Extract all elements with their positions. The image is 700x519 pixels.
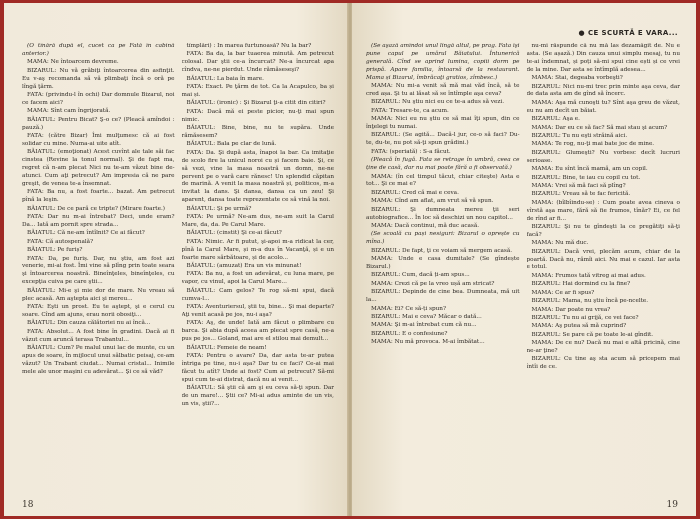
paragraph: BIZARUL: Nu vă grăbiţi întoarcerea din asfinţit. Eu v-aş recomanda să vă plimbaţi încă o oră pe lîngă ţărm. [22,67,175,90]
paragraph: MAMA: De ce nu? Dacă nu mai e altă pricină, cine ne-ar ţine? [526,340,680,355]
paragraph: MAMA: Stai, degeaba vorbeşti? [531,75,623,82]
right-page-column-2 [527,43,681,501]
paragraph: FATA: Eşti un prost. Eu te aştept, şi e cerul cu soare. Cînd am ajuns, erau norii obosiţi... [22,304,175,318]
paragraph: BIZARUL: Şi nu te gîndeşti la ce pregătiţi să-ţi facă? [526,223,680,238]
left-page-column-1 [22,43,175,501]
paragraph: BIZARUL: Cred că mai e ceva. [371,189,459,196]
paragraph: MAMA: Nu mă provoca. M-ai îmbătat... [371,339,485,346]
paragraph: MAMA: Unde e casa dumitale? (Se gîndește Bizarul.) [366,256,520,270]
paragraph: BĂIATUL: Să ştii că am şi eu ceva să-ţi spun. Dar de un mare!... Ştii ce? Mi-ai adus aminte de un vis, un vis, ştii?... [181,385,334,407]
paragraph: BIZARUL: Vreau să te fac fericită. [531,191,631,198]
paragraph: BIZARUL: Depinde de cine bea. Dumneata, mă uit la... [366,289,520,304]
paragraph: FATA: Că autospenală? [27,238,94,245]
paragraph: MAMA: Nu mi-a venit să mă mai văd încă, să te cred așa. Şi tu ai lăsat să se întîmple aşa ceva? [366,83,520,97]
paragraph: FATA: Dar nu m-ai întrebat? Deci, unde eram? Da... Iată am pornit spre strada... [22,214,175,228]
paragraph: FATA: Aventuriersul, ştii tu, bine... Şi mai departe? Aţi venit acasă pe jos, nu-i aşa? [181,304,334,318]
paragraph: FATA: Nimic. Ar fi putut, şi-apoi m-a ridicat la cer, pînă la Carul Mare, și m-a dus în Vacanţă, și e un foarte mare sărbătoare, și de acolo... [181,238,334,261]
paragraph: BIZARUL: Dacă vrei, plecăm acum, chiar de la poartă. Dacă nu, rămîi aici. Nu mai e cazul. Iar asta e totul. [526,248,680,271]
paragraph: MAMA: Aşa mă cunoşti tu? Sînt aşa greu de văzut, eu nu am decît un băiat. [526,99,680,114]
open-book [4,3,696,516]
paragraph: MAMA: Ei? Ce să-ți spun? [371,305,447,312]
paragraph: FATA: Ba nu, a fost un adevărat, cu luna mare, pe vapor, cu vinul, apoi la Carul Mare... [181,271,334,286]
paragraph: FATA: Absolut... A fost bine în gradini. Dacă ai fi văzut cum aruncă terasa Trabantul... [22,328,175,343]
paragraph: BIZARUL: E o confesiune? [371,330,448,337]
paragraph: BĂIATUL: Mi-e şi mie dor de mare. Nu vreau să plec acasă. Am aştepta aici şi mereu... [22,287,175,302]
paragraph: BĂIATUL: (amuzat) Era un vis minunat! [186,262,302,269]
paragraph: FATA: Aş, de unde! Iată am făcut o plimbare cu barca. Şi abia după aceea am plecat spre casă, ne-a pus pe jos... Goland, mai are el stilou mai demult... [181,320,334,343]
paragraph: BIZARUL: (Se agită... Dacă-l jur, ce-o să faci? Du-te, du-te, nu pot să-ţi spun grădini.) [366,132,520,147]
paragraph: MAMA: Nici eu nu ştiu ce să mai îţi spun, din ce înţelegi tu numai. [366,116,520,131]
paragraph: BIZARUL: Mai e ceva? Măcar o dată... [371,313,482,320]
paragraph: MAMA: Dacă continui, mă duc acasă. [371,222,480,229]
paragraph: MAMA: Dar eu ce să fac? Să mai stau şi acum? [531,124,668,131]
paragraph: BĂIATUL: Bine, bine, nu te supăra. Unde rămăsesem? [181,125,334,139]
paragraph: BIZARUL: Mama, nu ştiu încă pe-ncelte. [531,298,649,305]
paragraph: BĂIATUL: Bala pe clar de lună. [186,141,277,148]
paragraph: MAMA: Te rog, nu-ţi mai bate joc de mine. [531,141,655,148]
paragraph: BIZARUL: Tu nu ai grijă, ce vei face? [531,314,639,321]
paragraph: BĂIATUL: Pentru Bicat? Ş-o ce? (Pleacă amîndoi : pauză.) [22,116,175,131]
right-page-column-1 [366,43,520,501]
paragraph: FATA: Tresare-te, ca acum. [371,107,449,114]
page-number-left: 18 [22,500,34,510]
paragraph: BĂIATUL: (ironic) : Şi Bizarul ţi-a citit din citiri? [186,100,326,107]
paragraph: BĂIATUL: Şi pe urmă? [186,205,252,212]
paragraph: FATA: (către Bizar) Îmi mulţumesc că ai fost solidar cu mine. Numa-ai uite atît. [22,132,175,147]
paragraph: BIZARUL: Nu ştiu nici eu ce te-a adus să vezi. [371,99,505,106]
paragraph: MAMA: Sînt cam îngrijorată. [27,108,111,115]
paragraph: BIZARUL: Cum, dacă ți-am spus... [371,272,470,279]
paragraph: FATA: Pe urmă? Ne-am dus, ne-am suit la Carul Mare, da, da. Pe Carul Mare. [181,214,334,228]
paragraph: MAMA: Dar poate nu vrea? [531,306,611,313]
paragraph: BĂIATUL: Pe furiș? [27,247,83,254]
paragraph: MAMA: Crezi că pe la vreo ușă am stricat? [371,280,495,287]
paragraph: MAMA: Eu sînt încă mamă, am un copil. [531,166,648,173]
paragraph: BĂIATUL: Cum? Pe malul unui lac de munte, cu un apus de soare, în mijlocul unui sălbatic peisaj, ce-am văzut? Un Trabant ciudat... Numai cristal... Inimile mele ale unor maşini cu adevărat... Şi ce să văd? [22,345,175,375]
paragraph: BIZARUL: De fapt, ţi ce voiam să mergem acasă. [371,247,513,254]
paragraph: BĂIATUL: (cinstit) Şi ce-ai făcut? [186,230,282,237]
left-page [4,3,348,516]
left-page-columns [22,43,334,501]
paragraph: FATA: Pentru o avare? Da, dar asta te-ar putea întriga pe tine, nu-i aşa? Dar tu ce faci? Ce-ai mai făcut tu atît? Unde ai fost? Cum ai petrecut? Să-mi spui cum te-ai distrat, dacă nu ai venit... [181,352,334,383]
paragraph: (Se aşază amîndoi unul lîngă altul, pe prag. Fata îşi pune capul pe umărul Băiatului. Întunerică generală. Cînd se aprind lumina, copiii dorm pe prispă. Apare familia, întoarsă de la restaurant. Mama și Bizarul, îmbrăcaţi gratios, zîmbesc.) [366,43,520,81]
running-title: CE SCURTĂ E VARA... [587,29,678,37]
paragraph: (O tînără după el, cucet ca pe Fată în cabină anterior.) [22,43,175,57]
paragraph: BIZARUL: Glumeşti? Nu vorbesc decît lucruri serioase. [526,149,680,164]
paragraph: FATA: (privindu-l în ochi) Dar domnule Bizarul, noi ce facem aici? [22,91,175,106]
paragraph: MAMA: Aş putea să mă cuprind? [531,323,627,330]
running-header [578,29,678,37]
paragraph: FATA: Da, pe furiș. Dar, nu ştiu, am fost azi venerie, mi-ai fost. Îmi vine să plîng prin toate seara şi întoarcerea noastră. Bineînţeles, bineînţeles, cu excepţia cuiva pe care ştii... [22,255,175,286]
right-page [352,3,696,516]
paragraph: tîmplări) : În marea furtunoasă? Nu la bar? [186,43,312,49]
paragraph: MAMA: Ne întoarcem devreme. [27,59,119,66]
paragraph: FATA: Dacă mă ei peste picior, nu-ţi mai spun nimic. [181,108,334,123]
paragraph: MAMA: Nu mă duc. [531,240,589,247]
page-number-right: 19 [666,500,678,510]
paragraph: (Se scoală cu pași nesiguri: Bizarul o oprește cu mîna.) [366,231,520,246]
paragraph: MAMA: Cînd am aflat, am vrut să vă spun. [371,198,494,205]
paragraph: BĂIATUL: Că ne-am întîlnit? Ce ai făcut? [27,230,145,237]
paragraph: MAMA: Frumos tată vitreg ai mai adus. [531,272,646,279]
paragraph: FATA: Ba nu, a fost foarte... bazat. Am petrecut pînă la leşin. [22,189,175,204]
paragraph: BĂIATUL: Cam gelos? Te rog să-mi spui, dacă cumva-l... [181,287,334,302]
paragraph: BĂIATUL: De ce pară ce tripte? (Mirare foarte.) [27,205,165,212]
paragraph: FATA: Ba da, la bar tuaerea minută. Am petrecut colosal. Dar ştii ce-a încurcat? Ne-a încurcat apa cîndva, ne-ne pierdut. Unde rămăseseşi? [181,51,334,74]
paragraph: FATA: Exact. Pe ţărm de tot. Ca la Acapulco, ba și mai și. [181,84,334,98]
paragraph: BĂIATUL: (emoţionat) Acest cuvînt ale tale săi fac cinstea (Revine la tonul normal). Şi de fapt ma, regret că n-am plecat Nici nu te-am văzut bine de-atunci. Cum aţi petrecut? Am impresia că ne pare greşit, de venea te-a însemnat. [22,149,175,187]
paragraph: nu-mi răspunde că nu mă las dezamăgit de. Nu e asta. (Se așază.) Din cauza unui simplu mesaj, tu nu te-ai îndemnat, și poți să-mi spui cine ești și ce vrei de la mine. Dar asta se întîmplă adesea... [526,43,680,73]
paragraph: MAMA: Vrei să mă faci să plîng? [531,182,626,189]
paragraph: BIZARUL: Şi dumneata mereu ţii seri autobiografice... În loc să deschizi un nou capitol... [366,206,520,221]
paragraph: (Pleacă în fugă. Fata se retrage în umbră, ceea ce ține de casă, dar nu mai poate fără a fi observată.) [366,157,520,172]
paragraph: FATA: (speriată) : S-a făcut. [371,148,451,155]
paragraph: MAMA: Ce ar fi spus? [531,289,595,296]
paragraph: BIZARUL: Aşa e. [531,116,580,123]
paragraph: BĂIATUL: La baia în mare. [186,75,264,82]
paragraph: BĂIATUL: Din cauza călătoriei nu ai încă... [27,320,151,327]
paragraph: FATA: Da. Şi după asta, înapoi la bar. Ca imitaţie de scolo fire la unicul noroi cu și facem baie. Şi, ce să vezi, vine la masa noastră un domn, ne-ne pervent pe o vară care rănesc! Un splendid căpitan de marină. A venit la masa noastră și, politicos, m-a invitat la dans. Şi dansa, dansa ca un zeu! Şi aparent, dansa toate reprezentate ce să vină la noi. [181,149,334,204]
paragraph: BIZARUL: Se pare că pe toate le-ai gîndit. [531,331,654,338]
paragraph: MAMA: (în cel timpul tăcut, chiar citeşte) Asta e tot... Şi ce mai e? [366,173,520,188]
right-page-columns [366,43,680,501]
paragraph: MAMA: (bîlbîindu-se) : Cum poate avea cineva o vîrstă aşa mare, fără să fie frumos, tînăr? Ei, ce fel de rînd ar fi... [526,199,680,222]
paragraph: BIZARUL: Nici nu-mi trec prin minte aşa ceva, dar de data asta am de gînd să încerc. [526,83,680,98]
paragraph: BIZARUL: Cu tine aş sta acum să pricepem mai întîi de ce. [526,356,680,371]
header-bullet-icon: ● [578,29,585,37]
left-page-column-2 [182,43,335,501]
paragraph: BĂIATUL: Femeie de neam! [186,344,267,351]
paragraph: BIZARUL: Hai dormind cu la fine? [531,281,631,288]
paragraph: BIZARUL: Bine, te iau cu copil cu tot. [531,174,641,181]
paragraph: MAMA: Şi m-ai întrebat cum că nu... [371,322,477,329]
paragraph: BIZARUL: Tu nu eşti străină aici. [531,132,628,139]
